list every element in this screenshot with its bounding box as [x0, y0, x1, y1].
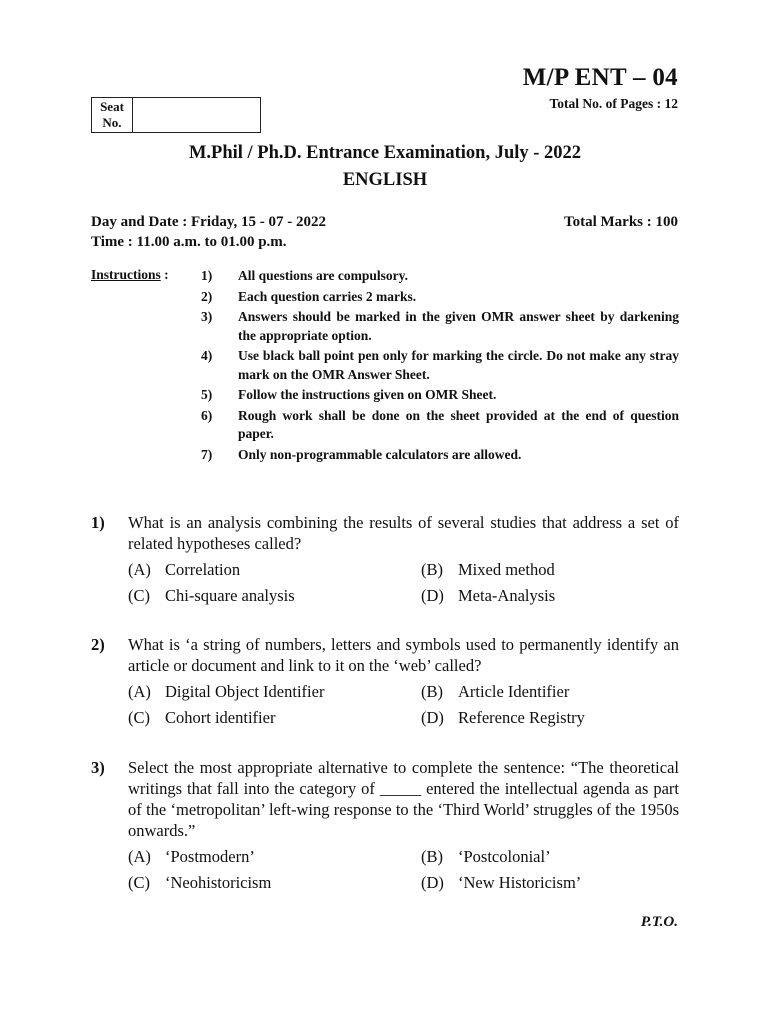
instruction-item: [201, 347, 679, 384]
instructions-label: Instructions: [91, 267, 161, 282]
option-text: ‘Postcolonial’: [458, 847, 551, 866]
question-options: [128, 681, 679, 728]
option-text: Mixed method: [458, 560, 555, 579]
instruction-number: 3): [201, 309, 213, 324]
option-c[interactable]: [128, 872, 421, 893]
option-letter: (A): [128, 682, 151, 701]
exam-time: Time : 11.00 a.m. to 01.00 p.m.: [91, 234, 287, 250]
total-pages: Total No. of Pages : 12: [549, 96, 678, 111]
option-letter: (A): [128, 847, 151, 866]
seat-number-field[interactable]: [133, 98, 260, 132]
option-text: Reference Registry: [458, 708, 585, 727]
option-letter: (D): [421, 708, 444, 727]
instruction-text: Rough work shall be done on the sheet provided at the end of question paper.: [238, 407, 679, 441]
option-a[interactable]: [128, 846, 421, 867]
option-letter: (B): [421, 560, 443, 579]
instruction-item: [201, 386, 679, 405]
option-c[interactable]: [128, 707, 421, 728]
instruction-item: [201, 267, 679, 286]
option-a[interactable]: [128, 559, 421, 580]
instruction-text: Follow the instructions given on OMR Sheet.: [238, 387, 497, 402]
instruction-number: 5): [201, 387, 213, 402]
option-d[interactable]: [421, 585, 679, 606]
seat-number-label: [92, 98, 133, 132]
question-text: Select the most appropriate alternative to complete the sentence: “The theoretical writings that fall into the category of _____ entered the intellectual agenda as part of the ‘metropolitan’ left-wing response to the ‘Third World’ struggles of the 1950s onwards.”: [128, 758, 679, 840]
option-text: Cohort identifier: [165, 708, 276, 727]
question-number: 3): [91, 758, 105, 777]
exam-subject: ENGLISH: [342, 170, 428, 190]
instruction-text: Answers should be marked in the given OMR answer sheet by darkening the appropriate option.: [238, 309, 679, 343]
question-options: [128, 846, 679, 893]
instruction-item: [201, 446, 679, 465]
instruction-number: 2): [201, 288, 213, 304]
question-1: [91, 512, 679, 606]
option-a[interactable]: [128, 681, 421, 702]
question-2: [91, 634, 679, 728]
paper-code: M/P ENT – 04: [522, 64, 678, 91]
instruction-item: [201, 407, 679, 444]
option-text: ‘Neohistoricism: [165, 873, 272, 892]
instruction-number: 7): [201, 446, 213, 462]
instructions-heading: [91, 267, 169, 283]
option-letter: (D): [421, 586, 444, 605]
option-text: Meta-Analysis: [458, 586, 556, 605]
option-d[interactable]: [421, 707, 679, 728]
question-text: What is an analysis combining the results of several studies that address a set of related hypotheses called?: [128, 513, 679, 553]
option-text: ‘Postmodern’: [165, 847, 255, 866]
option-letter: (C): [128, 586, 150, 605]
day-and-date: Day and Date : Friday, 15 - 07 - 2022: [91, 214, 326, 230]
option-letter: (C): [128, 873, 150, 892]
option-d[interactable]: [421, 872, 679, 893]
instructions-colon: :: [160, 267, 169, 282]
seat-label-line2: No.: [102, 115, 122, 130]
instruction-text: Each question carries 2 marks.: [238, 288, 417, 304]
question-options: [128, 559, 679, 606]
instruction-item: [201, 308, 679, 345]
option-text: Digital Object Identifier: [165, 682, 325, 701]
exam-title: M.Phil / Ph.D. Entrance Examination, July - 2022: [188, 143, 582, 163]
seat-number-box: [91, 97, 261, 133]
instruction-text: Use black ball point pen only for marking the circle. Do not make any stray mark on the OMR Answer Sheet.: [238, 348, 679, 382]
instruction-text: Only non-programmable calculators are allowed.: [238, 446, 522, 462]
option-text: Article Identifier: [458, 682, 570, 701]
question-number: 1): [91, 513, 105, 532]
option-b[interactable]: [421, 559, 679, 580]
option-letter: (D): [421, 873, 444, 892]
total-marks: Total Marks : 100: [563, 214, 678, 230]
option-c[interactable]: [128, 585, 421, 606]
question-number: 2): [91, 635, 105, 654]
instruction-number: 1): [201, 268, 213, 283]
please-turn-over: P.T.O.: [640, 914, 678, 930]
option-b[interactable]: [421, 681, 679, 702]
instruction-text: All questions are compulsory.: [238, 268, 409, 283]
option-letter: (B): [421, 682, 443, 701]
seat-label-line1: Seat: [100, 99, 124, 114]
option-b[interactable]: [421, 846, 679, 867]
instruction-number: 4): [201, 348, 213, 363]
option-letter: (C): [128, 708, 150, 727]
option-letter: (A): [128, 560, 151, 579]
instructions-list: [201, 267, 679, 466]
option-text: ‘New Historicism’: [458, 873, 582, 892]
option-text: Chi-square analysis: [165, 586, 295, 605]
instruction-number: 6): [201, 407, 213, 423]
question-text: What is ‘a string of numbers, letters and symbols used to permanently identify an article or document and link to it on the ‘web’ called?: [128, 635, 679, 675]
instruction-item: [201, 288, 679, 307]
option-text: Correlation: [165, 560, 241, 579]
option-letter: (B): [421, 847, 443, 866]
question-3: [91, 757, 679, 893]
